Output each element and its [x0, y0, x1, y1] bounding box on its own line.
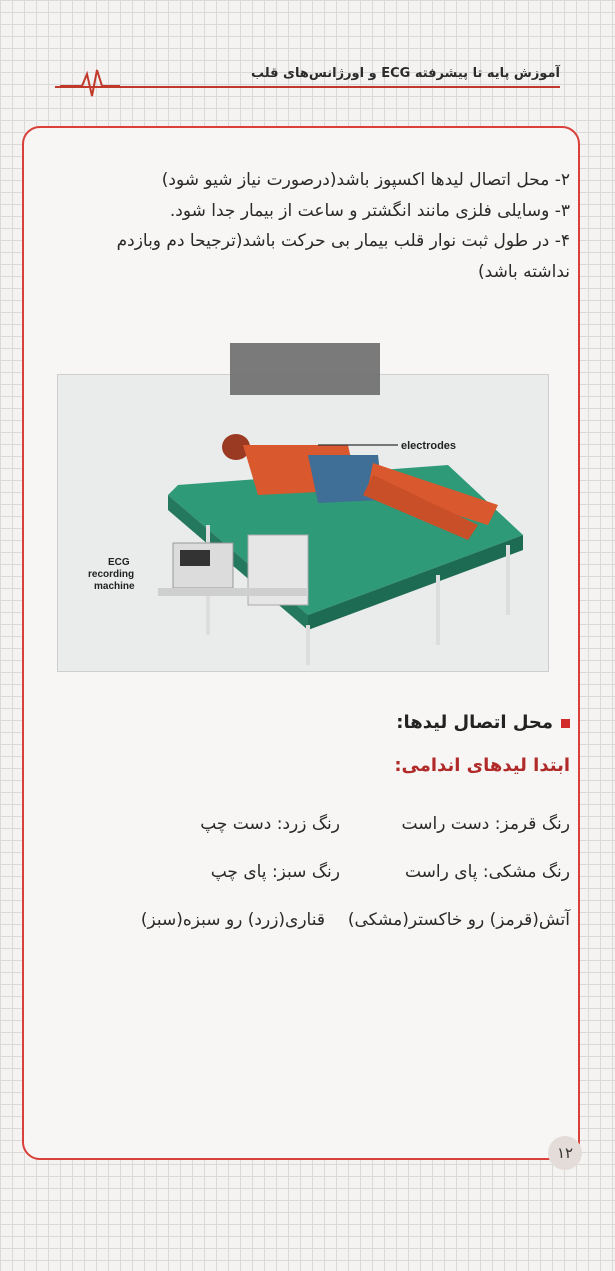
machine-label-line2: recording — [88, 569, 135, 580]
lead-left-cell: قناری(زرد) رو سبزه(سبز) — [140, 910, 325, 930]
header-divider — [55, 86, 560, 88]
book-title: آموزش پایه تا پیشرفته ECG و اورژانس‌های قلب — [250, 66, 560, 81]
limb-leads-heading: ابتدا لیدهای اندامی: — [394, 755, 570, 776]
lead-right-cell: رنگ قرمز: دست راست — [401, 814, 570, 834]
redaction-block — [230, 343, 380, 395]
lead-right-cell: رنگ مشکی: پای راست — [404, 862, 570, 882]
bullet-icon — [561, 719, 570, 728]
section-heading: محل اتصال لیدها: — [396, 712, 570, 733]
step-4: ۴- در طول ثبت نوار قلب بیمار بی حرکت باشد(ترجیحا دم وبازدم نداشته باشد) — [116, 231, 570, 282]
page-number: ۱۲ — [548, 1136, 582, 1170]
lead-left-cell: رنگ زرد: دست چپ — [200, 814, 340, 834]
step-3: ۳- وسایلی فلزی مانند انگشتر و ساعت از بیمار جدا شود. — [169, 200, 570, 221]
electrodes-label: electrodes — [401, 440, 457, 452]
lead-row — [60, 848, 570, 896]
preparation-steps — [70, 165, 570, 287]
page-header — [0, 52, 615, 104]
step-2: ۲- محل اتصال لیدها اکسپوز باشد(درصورت نیاز شیو شود) — [161, 170, 570, 190]
lead-color-table — [60, 800, 570, 944]
lead-row — [60, 800, 570, 848]
machine-label-line1: ECG — [108, 557, 130, 568]
machine-label-line3: machine — [94, 581, 135, 592]
lead-row — [60, 896, 570, 944]
heartbeat-icon — [60, 68, 120, 98]
lead-left-cell: رنگ سبز: پای چپ — [210, 862, 340, 882]
lead-right-cell: آتش(قرمز) رو خاکستر(مشکی) — [347, 910, 570, 930]
patient-on-bed-image — [58, 375, 548, 671]
ecg-illustration — [57, 374, 549, 672]
